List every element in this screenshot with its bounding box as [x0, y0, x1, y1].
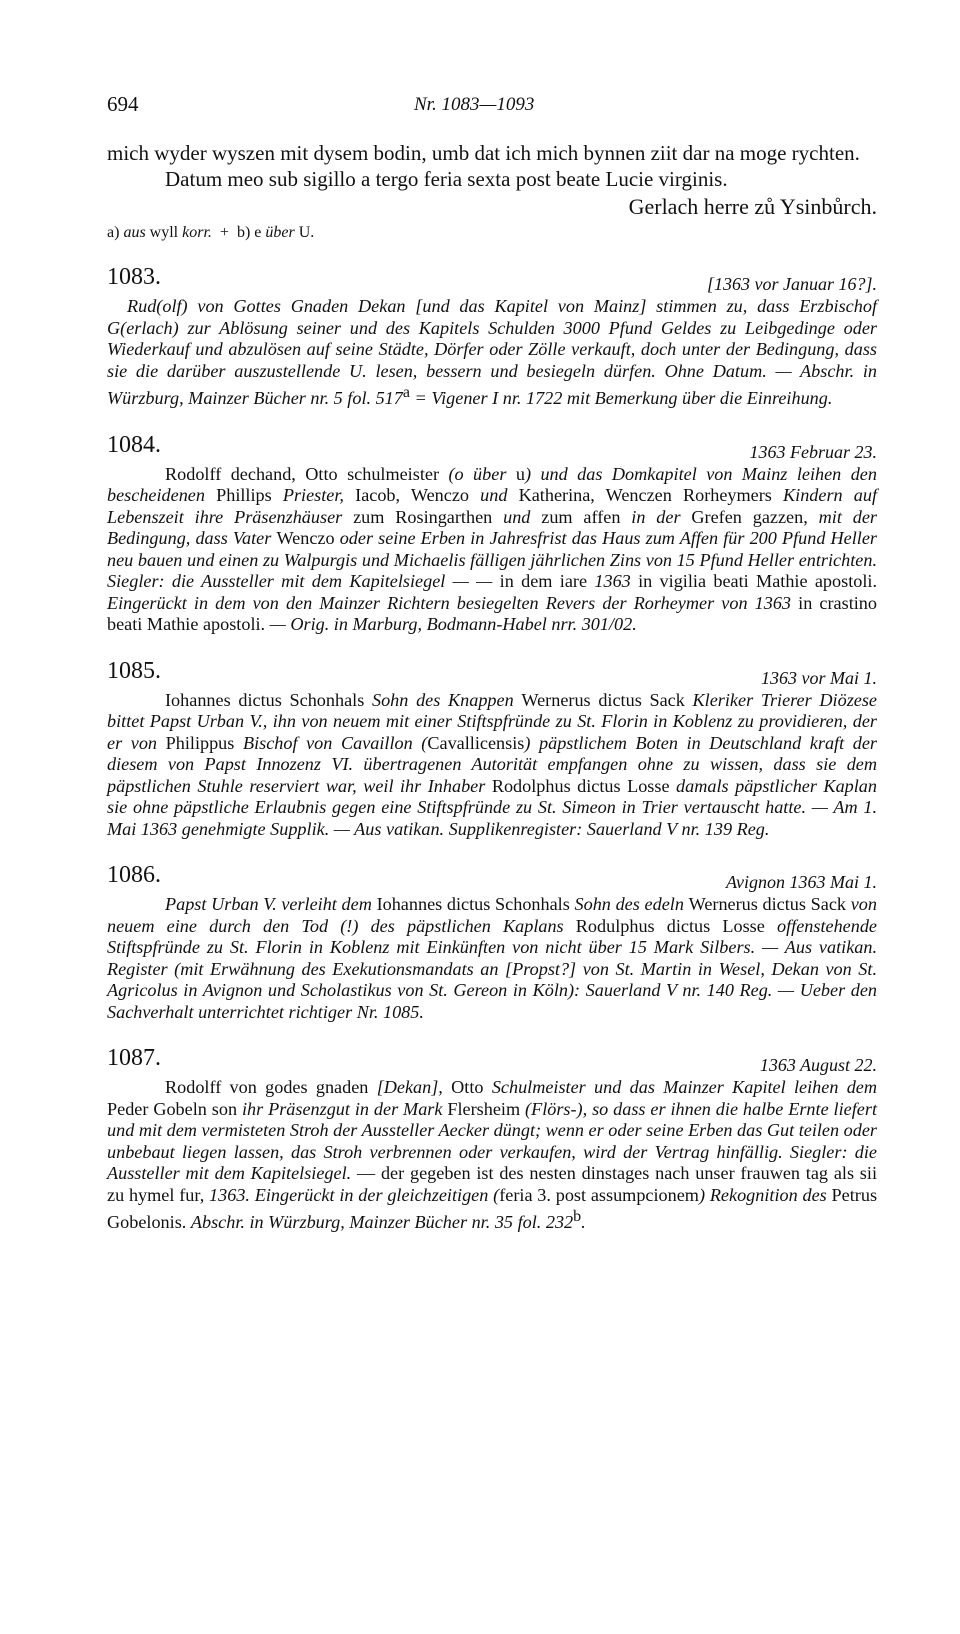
text-run: Kindern auf Lebenszeit ihre Präsenzhäuser: [107, 485, 878, 527]
entry-body: [107, 894, 877, 1023]
text-run: Sohn des Knappen: [371, 689, 522, 710]
text-run: Katherina, Wenczen Rorheymers: [518, 485, 784, 506]
text-run: Otto: [451, 1077, 492, 1098]
text-run: Iohannes dictus Schonhals: [376, 894, 575, 915]
entry-date: Avignon 1363 Mai 1.: [726, 872, 877, 893]
entry-number: 1084.: [107, 431, 161, 458]
text-run: Bischof von Cavaillon (: [242, 732, 428, 753]
text-run: Phillips: [216, 485, 283, 506]
text-run: Peder Gobeln son: [107, 1098, 242, 1119]
text-run: b: [573, 1208, 582, 1226]
entry-paragraph: [107, 464, 877, 636]
regest-entry: [107, 860, 877, 1023]
text-run: 1363. Eingerückt in der gleichzeitigen (: [209, 1184, 500, 1205]
entry-paragraph: [107, 1077, 877, 1234]
text-run: zum affen: [541, 506, 632, 527]
carryover-text: [107, 140, 877, 192]
entry-date: [1363 vor Januar 16?].: [707, 274, 877, 294]
entry-paragraph: [107, 296, 877, 410]
text-run: Rodulphus dictus Losse: [575, 915, 777, 936]
entry-paragraph: [107, 690, 877, 841]
regest-entry: [107, 430, 877, 636]
footnote-b-text: e: [254, 224, 262, 241]
text-run: Flersheim: [447, 1098, 526, 1119]
text-run: Cavallicensis: [427, 732, 525, 753]
text-run: Papst Urban V. verleiht dem: [165, 894, 377, 915]
regest-entry: [107, 1043, 877, 1234]
text-run: (o über: [448, 463, 516, 484]
text-run: ) und das Domkapitel von Mainz leihen den bescheidenen: [107, 463, 877, 506]
entry-date: 1363 Februar 23.: [749, 441, 877, 462]
text-run: offenstehende Stiftspfründe zu St. Florin in Koblenz mit Einkünften von nicht über 15 Mark Silbers. — Aus vatikan. Register (mit Erwähnung des Exekutionsmandats an [Propst?] von St. Martin in Wesel, Dekan von St. Agricolus in Avignon und Scholastikus von St. Gereon in Köln): Sauerland V nr. 140 Reg. — Ueber den Sachverhalt unterrichtet richtiger Nr. 1085.: [107, 915, 877, 1022]
text-run: Iacob, Wenczo: [355, 485, 481, 506]
text-run: Rodolphus dictus Losse: [491, 775, 677, 796]
text-run: a: [402, 384, 410, 401]
datum-line: Datum meo sub sigillo a tergo feria sexta post beate Lucie virginis.: [165, 167, 728, 191]
text-run: Rud(olf) von Gottes Gnaden Dekan [und das Kapitel von Mainz] stimmen zu, dass Erzbischof G(erlach) zur Ablösung seiner und des Kapitels Schulden 3000 Pfund Geldes zu Leibgedinge oder Wiederkauf und abzulösen auf seine Städte, Dörfer oder Zölle verkauft, doch unter der Bedingung, dass sie die darüber auszustellende U. lesen, bessern und besiegeln dürfen. Ohne Datum. — Abschr. in Würzburg, Mainzer Bücher nr. 5 fol. 517: [107, 296, 877, 409]
entry-header: [107, 860, 877, 894]
text-run: [Dekan],: [376, 1077, 452, 1098]
text-run: und: [503, 506, 542, 527]
regest-entry: [107, 262, 877, 410]
page-header: [107, 92, 877, 122]
footnote-a-text: wyll: [149, 224, 179, 241]
entry-header: [107, 262, 877, 296]
entry-header: [107, 656, 877, 690]
text-run: Eingerückt in dem von den Mainzer Richtern besiegelten Revers der Rorheymer von 1363: [107, 592, 799, 613]
entry-body: [107, 690, 877, 841]
text-run: Kleriker Trierer Diözese bittet Papst Urban V., ihn von neuem mit einer Stiftspfründe zu St. Florin in Koblenz zu providieren, der er von: [107, 689, 877, 753]
footnotes: [107, 224, 877, 242]
text-run: Wenczo: [276, 528, 340, 549]
text-run: von neuem eine durch den Tod (!) des päpstlichen Kaplans: [107, 894, 877, 936]
regest-entry: [107, 656, 877, 841]
carryover-line: mich wyder wyszen mit dysem bodin, umb dat ich mich bynnen ziit dar na moge rychten.: [107, 141, 860, 165]
text-run: = Vigener I nr. 1722 mit Bemerkung über die Einreihung.: [409, 388, 833, 409]
text-run: (Flörs-), so dass er ihnen die halbe Ernte liefert und mit dem vermisteten Stroh der Aussteller Aecker düngt; wenn er oder seine Erben das Gut teilen oder unbebaut liegen lassen, das Stroh verbrennen oder verkaufen, wird der Vertrag hinfällig. Siegler: die Aussteller mit dem Kapitelsiegel.: [107, 1098, 877, 1184]
footnote-a-note: korr.: [182, 224, 212, 241]
text-run: zum Rosingarthen: [353, 506, 504, 527]
text-run: Wernerus dictus Sack: [688, 894, 851, 915]
entry-header: [107, 430, 877, 464]
text-run: damals päpstlicher Kaplan sie ohne päpstliche Erlaubnis gegen eine Stiftspfründe zu St. Simeon in Trier vertauscht hatte. — Am 1. Mai 1363 genehmigte Supplik. — Aus vatikan. Supplikenregister: Sauerland V nr. 139 Reg.: [107, 775, 877, 839]
text-run: Priester,: [282, 485, 356, 506]
footnote-b-mark: b): [236, 224, 251, 241]
footnote-a-word: aus: [123, 224, 146, 241]
signature: Gerlach herre zů Ysinbůrch.: [628, 194, 877, 219]
text-run: Petrus Gobelonis.: [107, 1184, 878, 1233]
text-run: Sohn des edeln: [574, 894, 689, 915]
footnote-b-text2: U.: [298, 224, 315, 241]
entry-body: [107, 296, 877, 410]
text-run: ) päpstlichem Boten in Deutschland kraft der diesem von Papst Innozenz VI. übertragenen Autorität empfangen ohne zu wissen, dass sie dem päpstlichen Stuhle reserviert war, weil ihr Inhaber: [107, 732, 878, 796]
text-run: Rodolff dechand, Otto schulmeister: [165, 463, 449, 484]
text-run: in crastino beati Mathie apostoli.: [107, 592, 877, 635]
footnote-separator: +: [219, 224, 229, 241]
text-run: Grefen gazzen,: [691, 506, 819, 527]
entry-date: 1363 August 22.: [759, 1055, 877, 1076]
entry-number: 1083.: [107, 264, 161, 290]
text-run: — der gegeben ist des nesten dinstages nach unser frauwen tag als sii zu hymel fur,: [107, 1163, 877, 1205]
entry-number: 1085.: [107, 657, 161, 684]
text-run: .: [581, 1212, 586, 1233]
entry-date: 1363 vor Mai 1.: [761, 667, 877, 688]
text-run: oder seine Erben in Jahresfrist das Haus zum Affen für 200 Pfund Heller neu bauen und einen zu Walpurgis und Michaelis fälligen jährlichen Zins von 15 Pfund Heller entrichten. Siegler: die Aussteller mit dem Kapitelsiegel — —: [107, 528, 877, 592]
page-number: 694: [107, 92, 139, 116]
text-run: Rodolff von godes gnaden: [165, 1077, 377, 1098]
entries: [107, 262, 877, 1234]
text-run: und: [480, 485, 519, 506]
entry-header: [107, 1043, 877, 1077]
entry-body: [107, 464, 877, 636]
text-run: in der: [631, 506, 692, 527]
text-run: Wernerus dictus Sack: [521, 689, 693, 710]
text-run: ) Rekognition des: [698, 1184, 832, 1205]
text-run: Abschr. in Würzburg, Mainzer Bücher nr. 35 fol. 232: [190, 1212, 574, 1233]
footnote-b-word: über: [265, 224, 295, 241]
text-run: Philippus: [165, 732, 243, 753]
text-run: — Orig. in Marburg, Bodmann-Habel nrr. 301/02.: [269, 614, 637, 635]
text-run: mit der Bedingung, dass Vater: [107, 506, 877, 549]
text-run: u: [515, 463, 525, 484]
text-run: Schulmeister und das Mainzer Kapitel leihen dem: [491, 1077, 878, 1098]
entry-body: [107, 1077, 877, 1234]
text-run: in vigilia beati Mathie apostoli.: [638, 571, 878, 592]
footnote-a-mark: a): [107, 224, 120, 241]
text-run: Iohannes dictus Schonhals: [165, 689, 372, 710]
entry-paragraph: [107, 894, 877, 1023]
running-head: Nr. 1083—1093: [414, 94, 535, 115]
text-run: in dem iare: [499, 571, 595, 592]
text-run: feria 3. post assumpcionem: [499, 1184, 699, 1205]
entry-number: 1087.: [107, 1045, 161, 1072]
document-page: [107, 92, 877, 1234]
entry-number: 1086.: [107, 862, 161, 889]
text-run: ihr Präsenzgut in der Mark: [241, 1098, 448, 1119]
text-run: 1363: [594, 571, 639, 592]
